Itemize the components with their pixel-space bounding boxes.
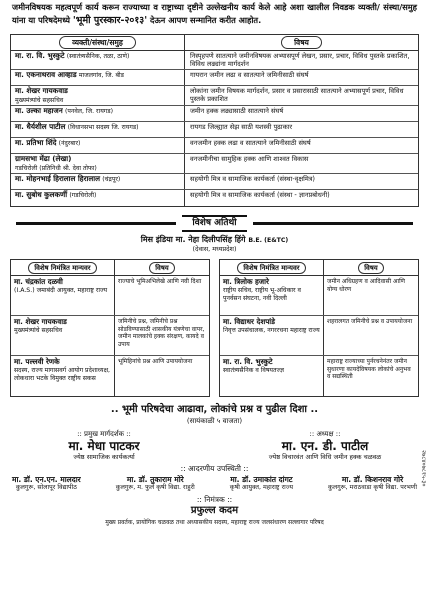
guide-name: मा. मेधा पाटकर — [68, 439, 140, 454]
guest-org: कुलगुरू, सोलापूर विद्यापीठ — [15, 484, 77, 492]
guest-item — [116, 475, 195, 492]
program-time: (सायंकाळी ५ वाजता) — [186, 417, 243, 426]
row-sub: निवृत्त उपसंचालक, नगररचना महाराष्ट्र राज्य — [223, 327, 320, 335]
special-guest-title: विशेष अतिथी — [182, 215, 246, 232]
chair-name: मा. एन. डी. पाटील — [281, 439, 369, 454]
row-sub: सदस्य, राज्य मागासवर्ग आयोग प्रदेशाध्यक्ष, लोकधारा भटके विमुक्त राष्ट्रीय सकस — [14, 367, 110, 382]
row-sub: (गडचिरोली) — [69, 192, 97, 200]
row-person — [11, 174, 185, 189]
guest-item — [328, 475, 417, 492]
row-person — [11, 316, 115, 355]
awardees-table — [10, 34, 419, 208]
special-guest-name: मिस इंडिया मा. नेहा दिलीपसिंह हिंगे — [140, 235, 246, 245]
row-name: मा. प्रतिभा शिंदे — [15, 138, 57, 148]
header-label-name: विशेष निमंत्रित मान्यवर — [28, 262, 96, 274]
header-col-subject — [115, 260, 209, 276]
row-name: मा. सुबोध कुलकर्णी — [15, 190, 68, 200]
guest-org: कृषी आयुक्त, महाराष्ट्र राज्य — [229, 484, 294, 492]
row-name: मा. रा. वि. भुस्कुटे — [15, 50, 65, 60]
row-person — [11, 356, 115, 396]
row-sub: राष्ट्रीय सचिव, राष्ट्रीय भू-अधिकार व पुनर्वसन संघटना, नवी दिल्ली — [223, 287, 301, 302]
header-label-subject: विषय — [281, 36, 322, 49]
roles-row — [10, 430, 419, 462]
awardees-rows — [11, 51, 418, 207]
guest-name: मा. डॉ. उमाकांत दांगट — [230, 475, 293, 485]
row-name: मा. धैर्यशील पाटील — [15, 122, 66, 132]
intro-paragraph — [10, 2, 419, 28]
row-desc: जमिनीचे प्रश्न, जमिनीचे प्रश्न सोडविण्यासाठी शासकीय यंत्रणेचा वापर, जमीन मालकांचे हक्क संरक्षण, कायदे व उपाय — [118, 318, 205, 348]
header-col-name — [11, 260, 115, 276]
special-guest-name-line — [10, 235, 419, 245]
guest-item — [12, 475, 81, 492]
row-desc: लोकांना जमीन विषयक मार्गदर्शन, प्रसार व प्रसारासाठी सातत्याने अभ्यासपूर्ण प्रचार, विविध पुस्तके प्रकाशित — [190, 87, 404, 104]
row-desc: राज्याचे भूमिअभिलेखे आणि नवी दिशा — [118, 278, 202, 286]
row-person — [11, 190, 185, 206]
special-guest-section — [10, 215, 419, 253]
row-name: मा. शेखर गायकवाड — [14, 317, 67, 327]
row-desc: शहरालगत जमिनीचे प्रश्न व उपाययोजना — [327, 318, 413, 326]
row-person — [11, 70, 185, 85]
table-row — [11, 122, 418, 138]
row-sub: (पनवेल, जि. रायगड) — [65, 108, 113, 116]
row-person — [220, 316, 324, 355]
host-desc: मुख्य प्रवर्तक, प्रायोगिक चळवळ तथा अध्यासकीय सदस्य, महाराष्ट्र राज्य जलसंधारण सल्लागार परिषद — [105, 518, 324, 526]
table-row — [11, 154, 418, 174]
row-person — [11, 276, 115, 315]
row-name: मा. एकनाथराव आव्हाड — [15, 70, 77, 80]
row-desc: वनजमीन हक्क लढा व सातत्याने जमिनीसाठी संघर्ष — [190, 139, 311, 148]
row-name: ग्रामसभा मेंढा (लेखा) — [15, 154, 72, 164]
row-name: मा. पल्लवी रेणके — [14, 357, 60, 367]
row-person — [11, 138, 185, 153]
row-name: मा. विद्याधर देशपांडे — [223, 317, 275, 327]
chair-desc: ज्येष्ठ विचारवंत आणि विधि जमीन हक्क चळवळ — [268, 452, 382, 461]
row-desc: निस्पृहपणे सातत्याने जमीनविषयक अभ्यासपूर्ण लेखन, प्रसार, प्रचार, विविध पुस्तके प्रकाशित, विविध लढ्यांना मार्गदर्शन — [190, 51, 410, 68]
row-desc: भूमिहिनांचे प्रश्न आणि उपाययोजना — [118, 358, 193, 366]
table-row — [11, 138, 418, 154]
program-section — [10, 404, 419, 425]
row-sub: माजलगांव, जि. बीड — [78, 72, 124, 80]
row-sub: (नंदुरबार) — [58, 140, 81, 148]
row-name: मा. मोहनभाई हिरालाल हिरालाल — [15, 174, 100, 184]
guest-org: कुलगुरू, मराठवाडा कृषी विद्या. परभणी — [328, 484, 417, 492]
invitees-header — [220, 260, 418, 276]
row-sub: स्वातंत्र्यसैनिक व विषयतज्ज्ञ — [223, 367, 285, 375]
special-guest-place: (देवास, मध्यप्रदेश) — [192, 244, 237, 253]
row-desc: महाराष्ट्र राज्याच्या पुर्नरचनेनंतर जमीन सुधारणा कायदेविषयक लोकांचे अनुभव व सद्यस्थिती — [327, 358, 411, 381]
row-person — [11, 51, 185, 69]
guest-org: कुलगुरू, म. फुले कृषी विद्या. राहुरी — [115, 484, 195, 492]
table-row — [11, 316, 209, 356]
header-label-subject: विषय — [358, 262, 383, 274]
divider — [253, 222, 413, 225]
table-row — [220, 316, 418, 356]
row-desc: जमीन हक्क लढ्यासाठी सातत्याने संघर्ष — [190, 107, 284, 116]
row-sub: (विधानसभा सदस्य जि. रायगड) — [67, 124, 139, 132]
host-name: प्रफुल्ल कदम — [190, 504, 239, 516]
row-name: मा. त्रिलोक हजारे — [223, 277, 269, 287]
invitees-left-table — [10, 259, 210, 397]
invitees-header — [11, 260, 209, 276]
guest-name: मा. डॉ. तुकाराम मोरे — [126, 475, 184, 485]
guest-item — [230, 475, 293, 492]
row-sub: मुख्यमंत्र्यांचे सहसचिव — [14, 327, 63, 335]
chief-guide — [14, 430, 194, 462]
header-label-subject: विषय — [149, 262, 174, 274]
chair-label: :: अध्यक्ष :: — [309, 429, 341, 438]
row-sub: गडचिरोली (प्रतिनिधी श्री. देवा तोफा) — [15, 164, 97, 172]
row-sub: (चंद्रपूर) — [102, 176, 121, 184]
award-name: 'भूमी पुरस्कार-२०१३' — [72, 14, 148, 26]
row-desc: रायगड जिल्ह्यात सेझ साठी यशस्वी पुढाकार — [190, 123, 293, 132]
table-row — [11, 51, 418, 70]
row-name: मा. चंद्रकांत दळवी — [14, 277, 63, 287]
intro-text-end: देऊन आपण सन्मानित करीत आहोत. — [150, 14, 262, 25]
table-row — [11, 190, 418, 206]
table-row — [11, 106, 418, 122]
header-col-name — [220, 260, 324, 276]
row-desc: जमीन अधिग्रहण व आदिवासी आणि योग्य धोरण — [327, 278, 406, 293]
special-guest-heading — [10, 215, 419, 232]
row-person — [220, 356, 324, 396]
row-name: मा. शेखर गायकवाड — [15, 86, 68, 96]
header-col-name — [11, 35, 185, 50]
table-row — [220, 276, 418, 316]
invitees-section — [10, 259, 419, 397]
row-name: मा. उल्का महाजन — [15, 106, 63, 116]
row-sub: मुख्यमंत्र्यांचे सहसचिव — [15, 96, 64, 104]
row-person — [11, 86, 185, 105]
awardees-table-header — [11, 35, 418, 51]
row-sub: (स्वातंत्र्यसैनिक, तळा, ठाणे) — [66, 52, 130, 60]
intro-text: जमीनविषयक महत्वपूर्ण कार्य करून राज्याच्या व राष्ट्राच्या दृष्टीने उल्लेखनीय कार्य केले आहे अशा खालील निवडक व्यक्ती/ संस्था/समुह यांना या परिषदेमध्ये — [12, 2, 417, 25]
guests-label: :: आदरणीय उपस्थिती :: — [180, 464, 249, 474]
header-label-name: व्यक्ती/संस्था/समुह — [59, 36, 136, 49]
row-desc: सहयोगी मित्र व सामाजिक कार्यकर्ता (संस्था-वृक्षमित्र) — [190, 175, 315, 184]
row-person — [11, 106, 185, 121]
row-person — [11, 154, 185, 173]
divider — [16, 222, 176, 225]
row-name: मा. रा. वि. भुस्कुटे — [223, 357, 273, 367]
row-desc: वनजमीनीचा सामुहिक हक्क आणि शाश्वत विकास — [190, 155, 309, 164]
host-label: :: निमंत्रक :: — [196, 494, 233, 504]
table-row — [11, 356, 209, 396]
header-label-name: विशेष निमंत्रित मान्यवर — [237, 262, 305, 274]
guide-desc: ज्येष्ठ सामाजिक कार्यकर्त्या — [73, 452, 135, 461]
table-row — [11, 70, 418, 86]
table-row — [220, 356, 418, 396]
chairperson — [235, 430, 415, 462]
guest-name: मा. डॉ. एन.एन. मालदार — [12, 475, 81, 485]
row-sub: (I.A.S.) जमाबंदी आयुक्त, महाराष्ट्र राज्य — [14, 287, 108, 295]
guest-name: मा. डॉ. किशनराव गोरे — [341, 475, 404, 485]
header-col-subject — [185, 35, 418, 50]
row-person — [220, 276, 324, 315]
table-row — [11, 86, 418, 106]
side-code: २७८४०७८१५-३० — [420, 450, 427, 487]
row-desc: सहयोगी मित्र व सामाजिक कार्यकर्ता (संस्था - ज्ञानप्रबोधनी) — [190, 191, 330, 200]
guests-row — [10, 475, 419, 492]
table-row — [11, 276, 209, 316]
table-row — [11, 174, 418, 190]
program-title: .. भूमी परिषदेचा आढावा, लोकांचे प्रश्न व पुढील दिशा .. — [110, 404, 319, 416]
row-person — [11, 122, 185, 137]
header-col-subject — [324, 260, 418, 276]
row-desc: गायरान जमीन लढा व सातत्याने जमिनीसाठी संघर्ष — [190, 71, 309, 80]
guide-label: :: प्रमुख मार्गदर्शक :: — [77, 429, 131, 438]
special-guest-degree: B.E. (E&TC) — [248, 237, 289, 245]
invitees-right-table — [219, 259, 419, 397]
